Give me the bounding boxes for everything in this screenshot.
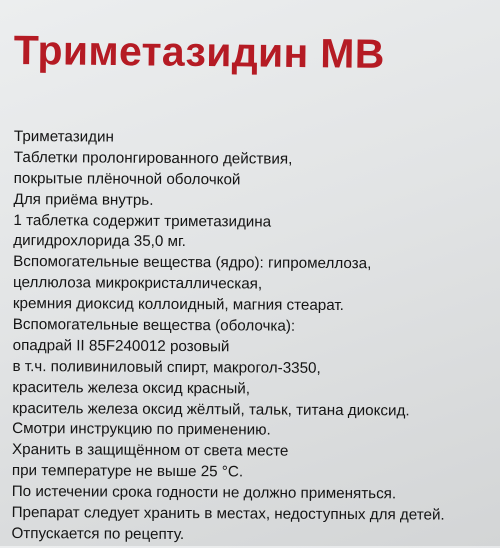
label-line: Вспомогательные вещества (оболочка):: [12, 316, 296, 335]
label-line: краситель железа оксид красный,: [12, 378, 251, 398]
label-line: целлюлоза микрокристаллическая,: [12, 274, 263, 293]
label-line: кремния диоксид коллоидный, магния стеарат.: [12, 295, 344, 315]
label-line: при температуре не выше 25 °C.: [11, 462, 244, 481]
label-line: По истечении срока годности не должно применяться.: [11, 483, 397, 503]
label-line: покрытые плёночной оболочкой: [13, 169, 241, 189]
label-line: краситель железа оксид жёлтый, тальк, титана диоксид.: [12, 399, 410, 419]
label-line: в т.ч. поливиниловый спирт, макрогол-3350,: [12, 357, 321, 377]
label-line: дигидрохлорида 35,0 мг.: [13, 232, 186, 251]
label-text-block: [11, 127, 498, 548]
label-line: Таблетки пролонгированного действия,: [13, 148, 293, 168]
label-line: Отпускается по рецепту.: [11, 524, 185, 543]
label-line: Вспомогательные вещества (ядро): гипромеллоза,: [13, 253, 372, 273]
label-line: Смотри инструкцию по применению.: [12, 420, 271, 440]
label-line: опадрай II 85F240012 розовый: [12, 336, 230, 356]
label-line: Триметазидин: [13, 127, 114, 146]
product-title: Триметазидин МВ: [13, 26, 385, 77]
label-line: Препарат следует хранить в местах, недоступных для детей.: [11, 504, 445, 524]
label-line: Хранить в защищённом от света месте: [11, 441, 289, 461]
label-line: 1 таблетка содержит триметазидина: [13, 211, 272, 231]
label-line: Для приёма внутрь.: [13, 190, 154, 209]
